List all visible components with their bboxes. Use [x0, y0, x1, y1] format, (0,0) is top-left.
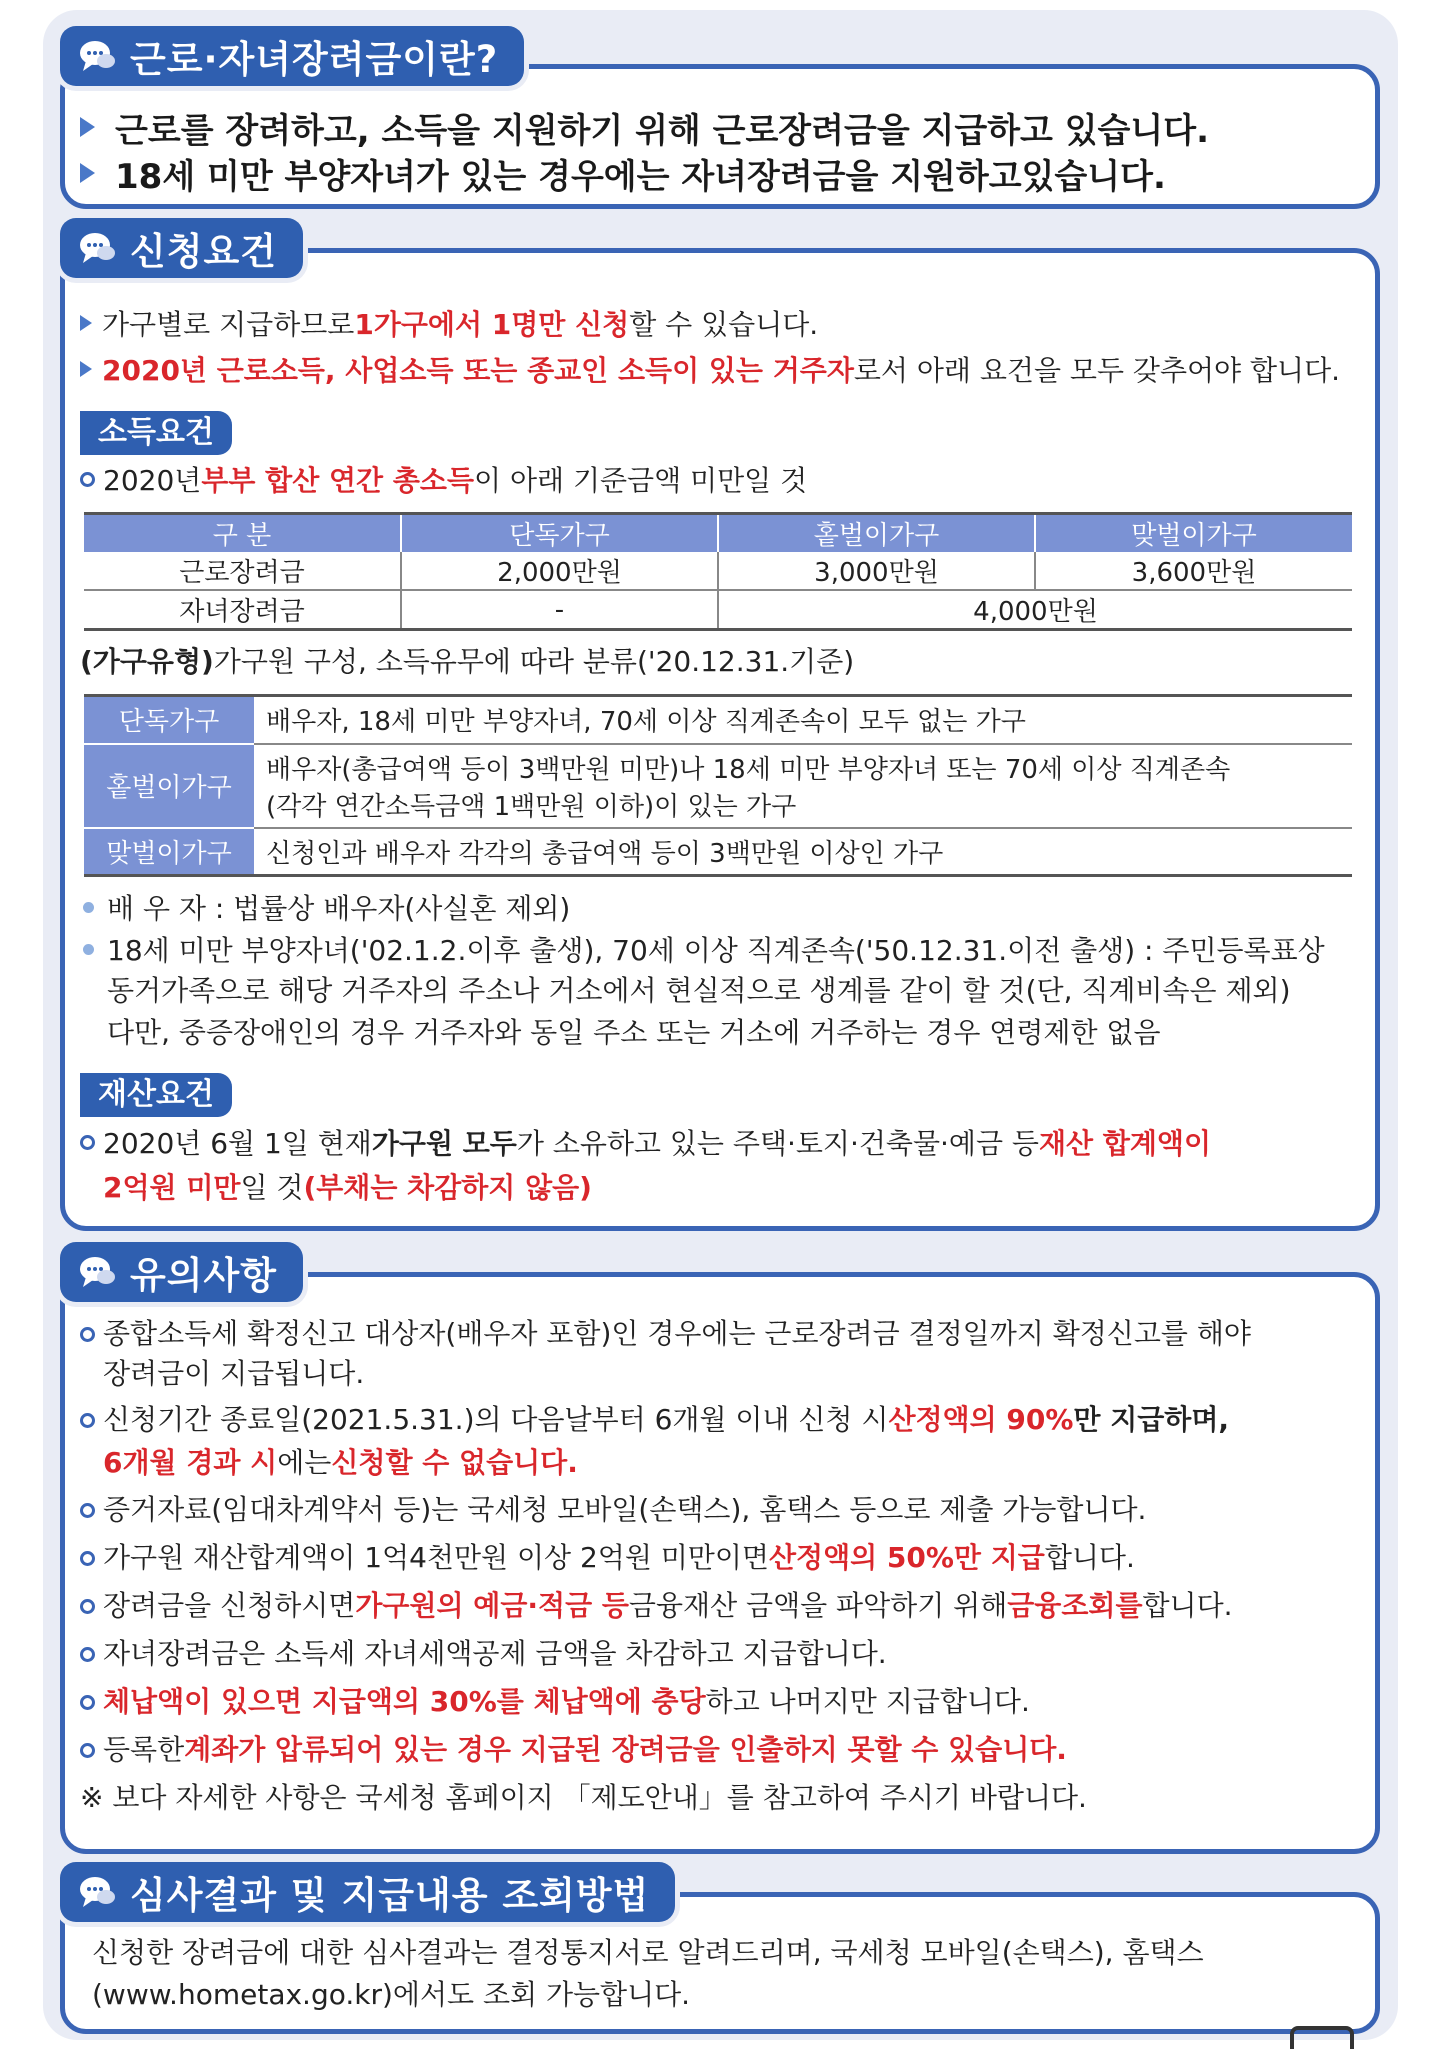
spouse-note: 배 우 자 : 법률상 배우자(사실혼 제외): [80, 886, 1360, 928]
note-item: 등록한 계좌가 압류되어 있는 경우 지급된 장려금을 인출하지 못할 수 있습니다.: [80, 1726, 1360, 1774]
table-row: 홑벌이가구 배우자(총급여액 등이 3백만원 미만)나 18세 미만 부양자녀 또는 70세 이상 직계존속 (각각 연간소득금액 1백만원 이하)이 있는 가구: [84, 744, 1352, 828]
section-about: [60, 26, 1380, 209]
dot-bullet-icon: [83, 944, 94, 955]
requirements-line-2: 2020년 근로소득, 사업소득 또는 종교인 소득이 있는 거주자 로서 아래 요건을 모두 갖추어야 합니다.: [80, 346, 1360, 392]
household-type-heading: (가구유형) 가구원 구성, 소득유무에 따라 분류('20.12.31.기준): [80, 645, 855, 678]
note-item-cont: 장려금이 지급됩니다.: [103, 1357, 365, 1390]
note-item-cont: 6개월 경과 시 에는 신청할 수 없습니다.: [103, 1446, 578, 1479]
circle-bullet-icon: [80, 1551, 95, 1566]
circle-bullet-icon: [80, 1599, 95, 1614]
circle-bullet-icon: [80, 1135, 95, 1150]
section-notes-tab: [60, 1242, 303, 1302]
circle-bullet-icon: [80, 1413, 95, 1428]
lookup-line-2: (www.hometax.go.kr)에서도 조회 가능합니다.: [92, 1978, 691, 2011]
dependent-note-line2: 동거가족으로 해당 거주자의 주소나 거소에서 현실적으로 생계를 같이 할 것(단, 직계비속은 제외): [107, 974, 1291, 1007]
table-row: 자녀장려금 - 4,000만원: [84, 590, 1352, 630]
about-line-1: 근로를 장려하고, 소득을 지원하기 위해 근로장려금을 지급하고 있습니다.: [80, 104, 1360, 150]
table-header-row: 구 분 단독가구 홑벌이가구 맞벌이가구: [84, 514, 1352, 553]
note-item: 종합소득세 확정신고 대상자(배우자 포함)인 경우에는 근로장려금 결정일까지 확정신고를 해야: [80, 1314, 1360, 1354]
lookup-line-1: 신청한 장려금에 대한 심사결과는 결정통지서로 알려드리며, 국세청 모바일(손택스), 홈택스: [92, 1936, 1204, 1969]
circle-bullet-icon: [80, 1695, 95, 1710]
property-line-2: 2억원 미만 일 것 (부채는 차감하지 않음): [103, 1171, 592, 1204]
household-desc: 배우자(총급여액 등이 3백만원 미만)나 18세 미만 부양자녀 또는 70세 이상 직계존속 (각각 연간소득금액 1백만원 이하)이 있는 가구: [254, 744, 1352, 828]
chat-bubble-icon: [78, 1255, 116, 1289]
section-about-title: 근로·자녀장려금이란?: [130, 38, 499, 81]
circle-bullet-icon: [80, 1503, 95, 1518]
section-requirements: [60, 218, 1380, 1231]
section-lookup-title: 심사결과 및 지급내용 조회방법: [130, 1874, 650, 1917]
chat-bubble-icon: [78, 39, 116, 73]
requirements-line-1: 가구별로 지급하므로 1가구에서 1명만 신청 할 수 있습니다.: [80, 300, 1360, 346]
corner-tab-icon: [1290, 2026, 1354, 2049]
chat-bubble-icon: [78, 1875, 116, 1909]
property-subtab: 재산요건: [80, 1073, 232, 1117]
bullet-triangle-icon: [80, 361, 92, 377]
circle-bullet-icon: [80, 472, 95, 487]
income-criteria-line: 2020년 부부 합산 연간 총소득 이 아래 기준금액 미만일 것: [80, 458, 1360, 500]
note-item: 가구원 재산합계액이 1억4천만원 이상 2억원 미만이면 산정액의 50%만 지급 합니다.: [80, 1534, 1360, 1582]
chat-bubble-icon: [78, 231, 116, 265]
circle-bullet-icon: [80, 1647, 95, 1662]
section-requirements-title: 신청요건: [130, 230, 277, 273]
income-table: [84, 512, 1352, 631]
table-row: 근로장려금 2,000만원 3,000만원 3,600만원: [84, 552, 1352, 590]
bullet-triangle-icon: [80, 117, 95, 137]
note-item: 장려금을 신청하시면 가구원의 예금·적금 등 금융재산 금액을 파악하기 위해 금융조회를 합니다.: [80, 1582, 1360, 1630]
section-requirements-tab: [60, 218, 303, 278]
dependent-note-line3: 다만, 중증장애인의 경우 거주자와 동일 주소 또는 거소에 거주하는 경우 연령제한 없음: [107, 1016, 1161, 1049]
note-item: 신청기간 종료일(2021.5.31.)의 다음날부터 6개월 이내 신청 시 산정액의 90% 만 지급하며,: [80, 1400, 1360, 1440]
section-about-tab: [60, 26, 524, 86]
section-notes: [60, 1242, 1380, 1854]
about-line-2: 18세 미만 부양자녀가 있는 경우에는 자녀장려금을 지원하고있습니다.: [80, 150, 1360, 196]
reference-note: ※ 보다 자세한 사항은 국세청 홈페이지 「제도안내」를 참고하여 주시기 바랍니다.: [80, 1781, 1087, 1814]
table-row: 맞벌이가구 신청인과 배우자 각각의 총급여액 등이 3백만원 이상인 가구: [84, 828, 1352, 876]
note-item: 증거자료(임대차계약서 등)는 국세청 모바일(손택스), 홈택스 등으로 제출 가능합니다.: [80, 1486, 1360, 1534]
section-lookup: [60, 1862, 1380, 2034]
property-line-1: 2020년 6월 1일 현재 가구원 모두 가 소유하고 있는 주택·토지·건축물·예금 등 재산 합계액이: [80, 1120, 1360, 1164]
income-subtab: 소득요건: [80, 411, 232, 455]
circle-bullet-icon: [80, 1327, 95, 1342]
dependent-note: 18세 미만 부양자녀('02.1.2.이후 출생), 70세 이상 직계존속('50.12.31.이전 출생) : 주민등록표상: [80, 928, 1360, 970]
bullet-triangle-icon: [80, 163, 95, 183]
circle-bullet-icon: [80, 1743, 95, 1758]
table-row: 단독가구 배우자, 18세 미만 부양자녀, 70세 이상 직계존속이 모두 없는 가구: [84, 696, 1352, 744]
household-table: [84, 694, 1352, 877]
dot-bullet-icon: [83, 902, 94, 913]
section-notes-title: 유의사항: [130, 1254, 277, 1297]
note-item: 자녀장려금은 소득세 자녀세액공제 금액을 차감하고 지급합니다.: [80, 1630, 1360, 1678]
bullet-triangle-icon: [80, 315, 92, 331]
section-lookup-tab: [60, 1862, 675, 1922]
note-item: 체납액이 있으면 지급액의 30%를 체납액에 충당 하고 나머지만 지급합니다.: [80, 1678, 1360, 1726]
